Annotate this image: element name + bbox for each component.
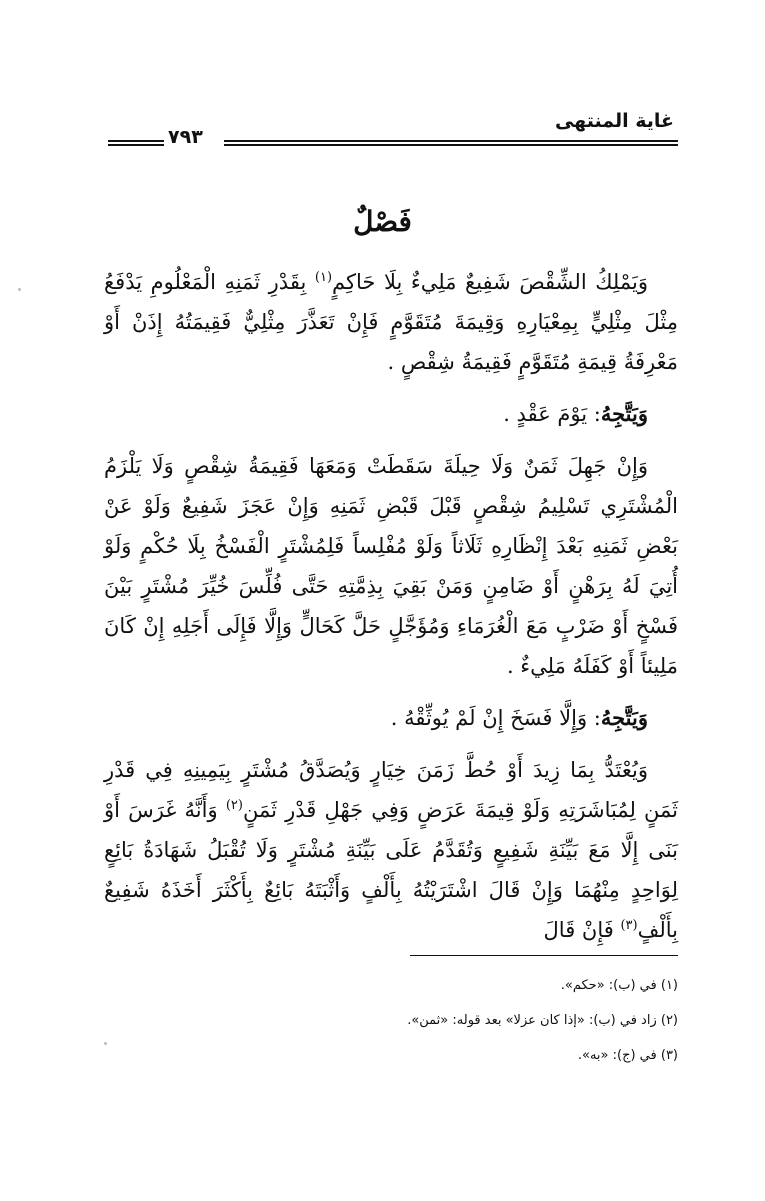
footnote-1: (١) في (ب): «حكم». xyxy=(560,978,678,993)
paragraph-1-text-b: بِقَدْرِ ثَمَنِهِ الْمَعْلُومِ يَدْفَعُ مِثْلَ مِثْلِيٍّ بِمِعْيَارِهِ وَقِيمَةَ مُتَقَوَّمٍ فَإِنْ تَعَذَّرَ مِثْلِيٌّ فَقِيمَتُهُ إِذَنْ أَوْ مَعْرِفَةُ قِيمَةِ مُتَقَوَّمٍ فَقِيمَةُ شِقْصٍ . xyxy=(104,270,678,374)
paragraph-4-text: : وَإِلَّا فَسَخَ إِنْ لَمْ يُوثِّقْهُ . xyxy=(390,706,601,730)
paragraph-5 xyxy=(104,750,678,950)
paragraph-3 xyxy=(104,446,678,686)
paragraph-5-text-a: وَيُعْتَدُّ بِمَا زِيدَ أَوْ حُطَّ زَمَنَ خِيَارٍ وَيُصَدَّقُ مُشْتَرٍ بِيَمِينِهِ فِي قَدْرِ ثَمَنٍ لِمُبَاشَرَتِهِ وَلَوْ قِيمَةَ عَرَضٍ وَفِي جَهْلِ قَدْرِ ثَمَنٍ xyxy=(104,758,679,822)
scan-speck xyxy=(104,1042,107,1045)
page-number: ٧٩٣ xyxy=(168,126,203,148)
paragraph-4 xyxy=(104,698,678,738)
paragraph-5-text-c: فَإِنْ قَالَ xyxy=(543,918,614,942)
scan-speck xyxy=(18,288,21,291)
footnote-3: (٣) في (ج): «به». xyxy=(577,1048,678,1063)
footnote-ref-1: (١) xyxy=(314,270,333,285)
footnote-divider xyxy=(410,955,678,956)
paragraph-2-term: وَيَتَّجِهُ xyxy=(600,401,648,426)
section-heading: فَصْلٌ xyxy=(353,205,412,238)
paragraph-1 xyxy=(104,262,678,382)
paragraph-5-text-b: وَأَنَّهُ غَرَسَ أَوْ بَنَى إِلَّا مَعَ بَيِّنَةِ شَفِيعٍ وَتُقَدَّمُ عَلَى بَيِّنَةِ مُشْتَرٍ وَلَا تُقْبَلُ شَهَادَةُ بَائِعٍ لِوَاحِدٍ مِنْهُمَا وَإِنْ قَالَ اشْتَرَيْتُهُ بِأَلْفٍ وَأَثْبَتَهُ بَائِعٌ بِأَكْثَرَ أَخَذَهُ شَفِيعٌ بِأَلْفٍ xyxy=(104,798,678,942)
header-rule-left xyxy=(108,140,164,146)
footnote-2: (٢) زاد في (ب): «إذا كان عزلا» بعد قوله: «ثمن». xyxy=(407,1013,678,1028)
paragraph-3-text: وَإِنْ جَهِلَ ثَمَنٌ وَلَا حِيلَةَ سَقَطَتْ وَمَعَهَا فَقِيمَةُ شِقْصٍ وَلَا يَلْزَمُ الْمُشْتَرِي تَسْلِيمُ شِقْصٍ قَبْلَ قَبْضِ ثَمَنِهِ وَإِنْ عَجَزَ شَفِيعٌ وَلَوْ عَنْ بَعْضِ ثَمَنِهِ بَعْدَ إِنْظَارِهِ ثَلَاثاً وَلَوْ مُفْلِساً فَلِمُشْتَرٍ الْفَسْخُ بِلَا حُكْمٍ وَلَوْ أُتِيَ لَهُ بِرَهْنٍ أَوْ ضَامِنٍ وَمَنْ بَقِيَ بِذِمَّتِهِ حَتَّى فُلِّسَ خُيِّرَ مُشْتَرٍ بَيْنَ فَسْخٍ أَوْ ضَرْبٍ مَعَ الْغُرَمَاءِ وَمُؤَجَّلٍ حَلَّ كَحَالٍّ وَإِلَّا فَإِلَى أَجَلِهِ إِنْ كَانَ مَلِيئاً أَوْ كَفَلَهُ مَلِيءٌ . xyxy=(104,454,678,678)
paragraph-4-term: وَيَتَّجِهُ xyxy=(600,705,648,730)
main-text xyxy=(104,262,678,962)
footnote-ref-2: (٢) xyxy=(225,798,243,813)
footnote-ref-3: (٣) xyxy=(620,918,638,933)
footnotes xyxy=(104,968,678,1073)
paragraph-2-text: : يَوْمَ عَقْدٍ . xyxy=(503,402,601,426)
paragraph-1-text-a: وَيَمْلِكُ الشِّقْصَ شَفِيعٌ مَلِيءٌ بِلَا حَاكِمٍ xyxy=(332,270,648,294)
paragraph-2 xyxy=(104,394,678,434)
running-title: غاية المنتهى xyxy=(554,110,674,132)
page-header xyxy=(104,110,678,160)
header-rule-right xyxy=(224,140,678,146)
